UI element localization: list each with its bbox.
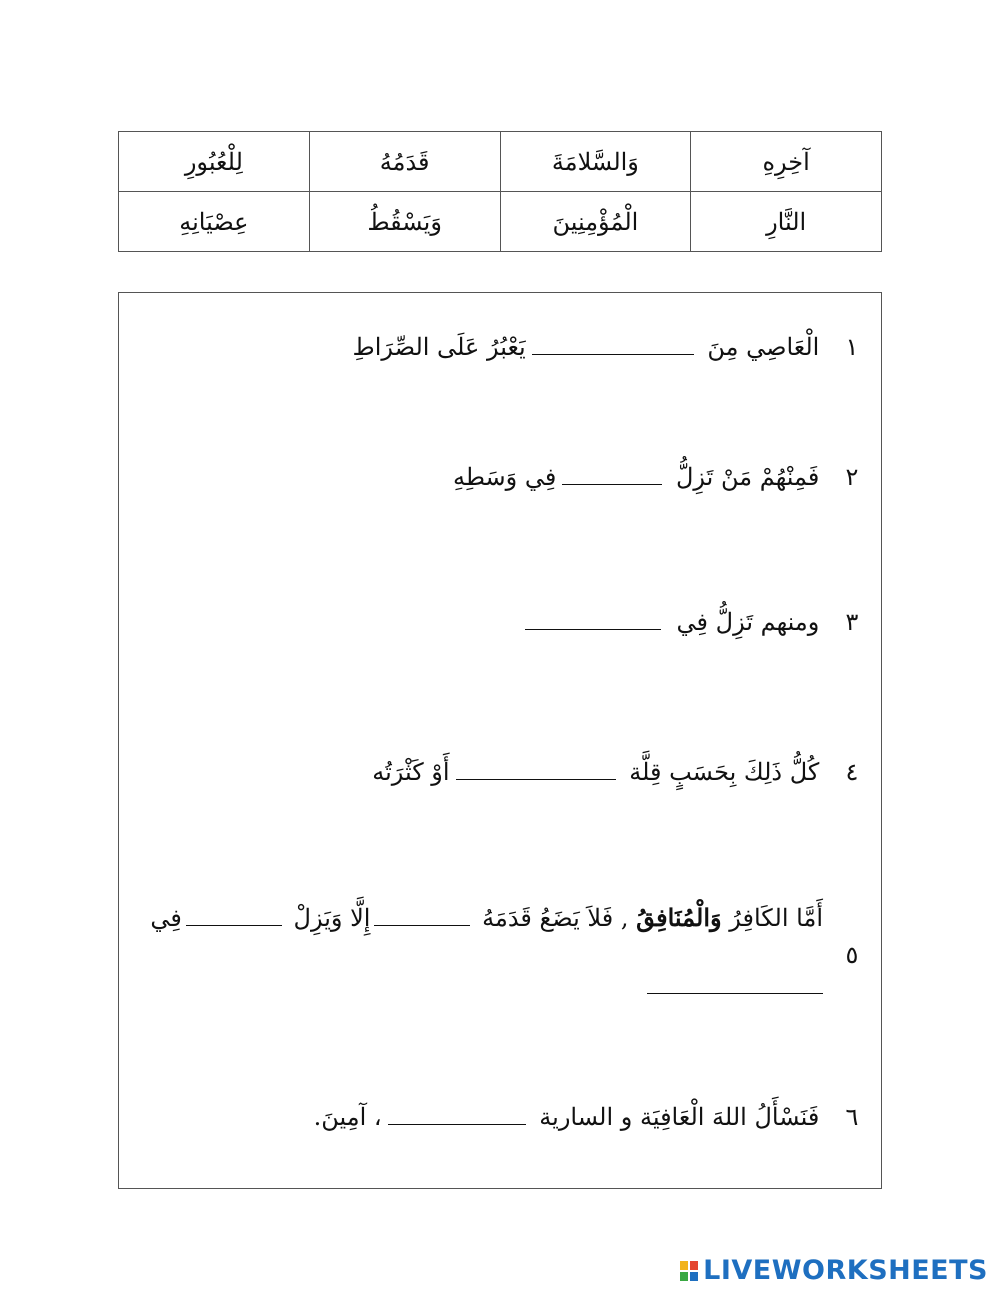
question-2 (453, 463, 867, 491)
question-number: ٣ (845, 608, 859, 636)
question-text: فَمِنْهُمْ مَنْ تَزِلُّ (675, 463, 820, 491)
answer-blank[interactable] (532, 336, 694, 355)
question-6 (314, 1103, 867, 1131)
word-bank-table (118, 131, 882, 252)
question-text: الْعَاصِي مِنَ (707, 333, 820, 361)
question-number: ٥ (845, 941, 859, 969)
liveworksheets-icon (679, 1260, 699, 1282)
question-text: إِلَّا وَيَزِلْ (293, 904, 371, 932)
answer-blank[interactable] (525, 611, 661, 630)
question-text: فِي (150, 904, 182, 932)
word-cell: آخِرِهِ (691, 132, 882, 192)
answer-blank[interactable] (647, 971, 823, 994)
brand-name: LIVEWORKSHEETS (703, 1255, 988, 1286)
question-text: فِي وَسَطِهِ (452, 463, 557, 491)
question-number: ٦ (845, 1103, 859, 1131)
word-cell: وَالسَّلامَةَ (500, 132, 691, 192)
question-text: ، آمِينَ. (313, 1103, 382, 1131)
question-text-bold: وَالْمُنَافِقُ (636, 903, 722, 932)
word-cell: النَّارِ (691, 192, 882, 252)
questions-box (118, 292, 882, 1189)
answer-blank[interactable] (456, 761, 616, 780)
word-bank-row (119, 132, 882, 192)
question-text: أَمَّا الكَافِرُ (729, 904, 823, 932)
question-text-line (150, 903, 823, 932)
question-number: ١ (845, 333, 859, 361)
answer-blank[interactable] (374, 907, 470, 926)
question-text: يَعْبُرُ عَلَى الصِّرَاطِ (352, 333, 526, 361)
answer-blank[interactable] (186, 907, 282, 926)
word-cell: قَدَمُهُ (309, 132, 500, 192)
word-bank-row (119, 192, 882, 252)
question-text: كُلُّ ذَلِكَ بِحَسَبٍ قِلَّة (629, 758, 820, 786)
question-text: ومنهم تَزِلُّ فِي (676, 608, 820, 636)
question-number: ٤ (845, 758, 859, 786)
question-3 (525, 608, 867, 636)
question-text: , فَلاَ يَضَعُ قَدَمَهُ (482, 904, 629, 932)
question-text: أَوْ كَثْرَتُه (372, 758, 450, 786)
answer-blank[interactable] (562, 466, 662, 485)
question-text: فَنَسْأَلُ اللهَ الْعَافِيَة و السارية (539, 1103, 820, 1131)
question-1 (353, 333, 867, 361)
word-cell: لِلْعُبُورِ (119, 132, 310, 192)
word-cell: الْمُؤْمِنِينَ (500, 192, 691, 252)
question-number: ٢ (845, 463, 859, 491)
word-cell: وَيَسْقُطُ (309, 192, 500, 252)
answer-blank[interactable] (388, 1106, 526, 1125)
liveworksheets-logo (679, 1255, 988, 1286)
question-4 (372, 758, 867, 786)
word-cell: عِصْيَانِهِ (119, 192, 310, 252)
